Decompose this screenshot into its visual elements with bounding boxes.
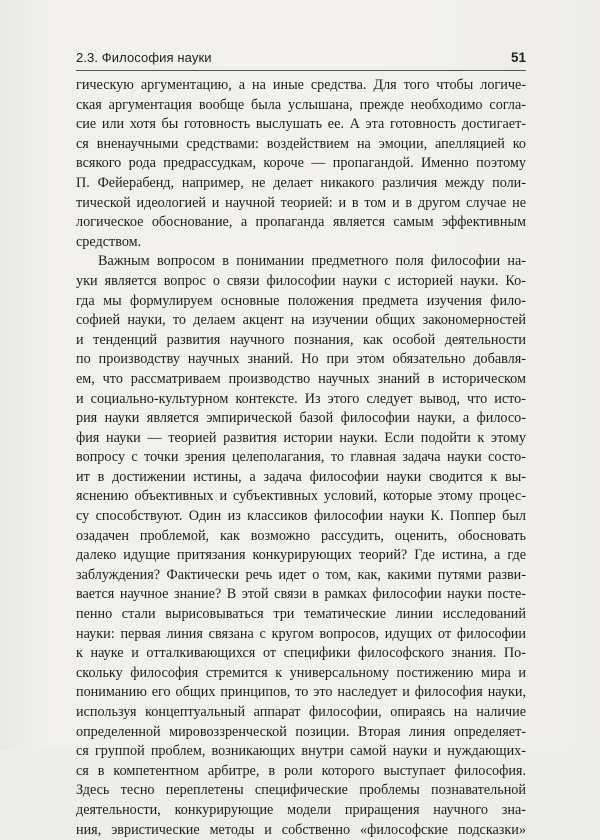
text-line: средством. <box>76 233 142 250</box>
text-line: скольку философия стремится к универсальному постижению мира и <box>76 664 526 681</box>
text-line: Здесь тесно переплетены специфические проблемы познавательной <box>76 782 526 799</box>
page-number: 51 <box>510 50 526 65</box>
text-line: ния, эвристические методы и собственно «философские подсказки» <box>76 821 526 838</box>
text-line: гда мы формулируем основные положения предмета изучения фило- <box>76 292 526 309</box>
text-line: ся группой проблем, возникающих внутри самой науки и нуждающих- <box>76 743 526 760</box>
text-line: су способствуют. Один из классиков философии науки К. Поппер был <box>76 508 526 525</box>
text-line: логическое обоснование, а пропаганда является самым эффективным <box>76 214 526 231</box>
text-line: ит в достижении истины, а задача философии науки сводится к вы- <box>76 468 526 485</box>
running-header <box>76 50 526 68</box>
paragraph-1 <box>76 76 526 252</box>
text-line: всякого рода предрассудкам, короче — пропагандой. Именно поэтому <box>76 155 526 172</box>
text-line: науки: первая линия связана с кругом вопросов, идущих от философии <box>76 625 526 642</box>
text-line: уки является вопрос о связи философии науки с историей науки. Ко- <box>76 272 526 289</box>
text-line: вается научное знание? В этой связи в рамках философии науки посте- <box>76 586 526 603</box>
text-line: пенно стали вырисовываться три тематические линии исследований <box>76 606 526 623</box>
text-line: Важным вопросом в понимании предметного поля философии на- <box>98 253 526 270</box>
text-line: пониманию его общих принципов, то это наследует и философия науки, <box>76 684 526 701</box>
text-line: П. Фейерабенд, например, не делает никакого различия между поли- <box>76 174 526 191</box>
section-title: 2.3. Философия науки <box>76 50 212 65</box>
text-line: ся вненаучными средствами: воздействием на эмоции, апелляцией ко <box>76 135 526 152</box>
text-line: озадачен проблемой, как возможно рассудить, оценить, обосновать <box>76 527 526 544</box>
text-line: ем, что рассматриваем производство научных знаний в историческом <box>76 370 526 387</box>
text-line: к науке и отталкивающихся от специфики философского знания. По- <box>76 645 526 662</box>
text-line: ская аргументация вообще была услышана, прежде необходимо согла- <box>76 96 526 113</box>
text-line: рия науки является эмпирической базой философии науки, а филосо- <box>76 410 526 427</box>
text-line: ся в компетентном арбитре, в роли которого выступает философия. <box>76 762 526 779</box>
body-text <box>76 76 526 840</box>
text-line: далеко идущие притязания конкурирующих теорий? Где истина, а где <box>76 547 526 564</box>
text-line: софией науки, то делаем акцент на изучении общих закономерностей <box>76 312 526 329</box>
text-line: по производству научных знаний. Но при этом обязательно добавля- <box>76 351 526 368</box>
text-line: определенной мировоззренческой позиции. Вторая линия определяет- <box>76 723 526 740</box>
text-line: и тенденций развития научного познания, как особой деятельности <box>76 331 526 348</box>
text-line: сие или хотя бы готовность выслушать ее. А эта готовность достигает- <box>76 116 526 133</box>
text-line: гическую аргументацию, а на иные средства. Для того чтобы логиче- <box>76 77 526 93</box>
paragraph-2 <box>76 252 526 840</box>
text-line: используя концептуальный аппарат философии, опираясь на наличие <box>76 704 526 720</box>
text-line: вопросу с точки зрения целеполагания, то главная задача науки состо- <box>76 449 526 466</box>
text-line: тической идеологией и научной теорией: и в том и в другом случае не <box>76 194 526 211</box>
header-rule <box>76 70 526 71</box>
text-line: заблуждения? Фактически речь идет о том, как, какими путями разви- <box>76 566 526 583</box>
text-line: и социально-культурном контексте. Из этого следует вывод, что исто- <box>76 390 526 407</box>
text-line: яснению объективных и субъективных условий, которые этому процес- <box>76 488 526 505</box>
text-line: фия науки — теорией развития истории науки. Если подойти к этому <box>76 429 526 446</box>
text-line: деятельности, конкурирующие модели приращения научного зна- <box>76 801 526 818</box>
